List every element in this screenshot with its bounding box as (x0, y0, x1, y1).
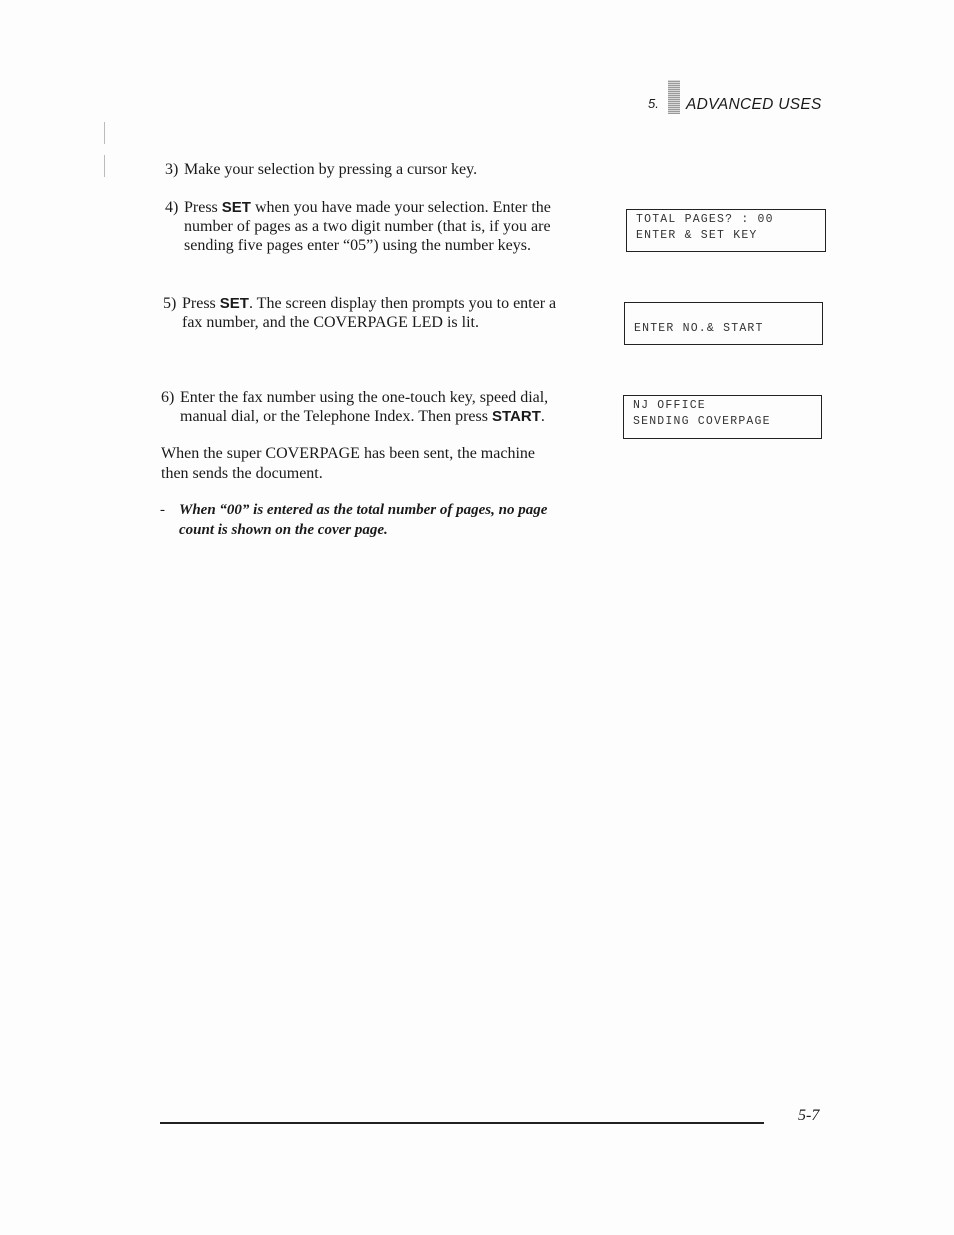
lcd-line: TOTAL PAGES? : 00 (636, 213, 774, 226)
step-text (180, 388, 600, 426)
chapter-header (648, 84, 838, 118)
step-line (180, 407, 600, 426)
lcd-line: ENTER & SET KEY (636, 229, 758, 242)
step-line: number of pages as a two digit number (that is, if you are (184, 218, 551, 235)
lcd-display-total-pages (626, 209, 826, 252)
page-number: 5-7 (798, 1107, 820, 1124)
step-text: Make your selection by pressing a cursor key. (184, 161, 478, 178)
step-text-fragment: when you have made your selection. Enter the (250, 199, 551, 216)
step-number: 4) (165, 199, 179, 216)
lcd-display-sending-coverpage (623, 395, 822, 439)
key-name-set: SET (219, 295, 249, 312)
note-text (179, 500, 594, 540)
paragraph-line: When the super COVERPAGE has been sent, the machine (161, 445, 535, 462)
step-number: 3) (165, 161, 179, 178)
footer-rule (160, 1122, 764, 1124)
lcd-line (634, 305, 813, 321)
step-text-fragment: manual dial, or the Telephone Index. Then press (180, 408, 492, 425)
completion-paragraph (161, 444, 591, 484)
lcd-line: ENTER NO.& START (634, 322, 764, 335)
note-dash: - (160, 502, 165, 518)
step-text (182, 294, 602, 332)
lcd-line: NJ OFFICE (633, 399, 706, 412)
step-line: sending five pages enter “05”) using the number keys. (184, 237, 532, 254)
note-line: count is shown on the cover page. (179, 522, 388, 538)
step-text-fragment: Press (182, 295, 220, 312)
step-text-fragment: Press (184, 199, 222, 216)
chapter-number: 5. (648, 96, 659, 111)
paragraph-line: then sends the document. (161, 465, 323, 482)
step-line: fax number, and the COVERPAGE LED is lit. (182, 314, 479, 331)
note-line: When “00” is entered as the total number of pages, no page (179, 502, 548, 518)
margin-mark (104, 155, 105, 177)
step-line: Enter the fax number using the one-touch key, speed dial, (180, 389, 549, 406)
step-text (184, 198, 604, 255)
lcd-line: SENDING COVERPAGE (633, 415, 771, 428)
step-line (184, 198, 604, 217)
step-line (182, 294, 602, 313)
key-name-set: SET (221, 199, 251, 216)
chapter-title: ADVANCED USES (686, 96, 822, 113)
step-number: 6) (161, 389, 175, 406)
key-name-start: START (491, 408, 541, 425)
step-text-fragment: . The screen display then prompts you to enter a (248, 295, 557, 312)
lcd-display-enter-number (624, 302, 823, 345)
step-text-fragment: . (540, 408, 545, 425)
margin-mark (104, 122, 105, 144)
chapter-tab-marker (668, 80, 680, 114)
step-number: 5) (163, 295, 177, 312)
